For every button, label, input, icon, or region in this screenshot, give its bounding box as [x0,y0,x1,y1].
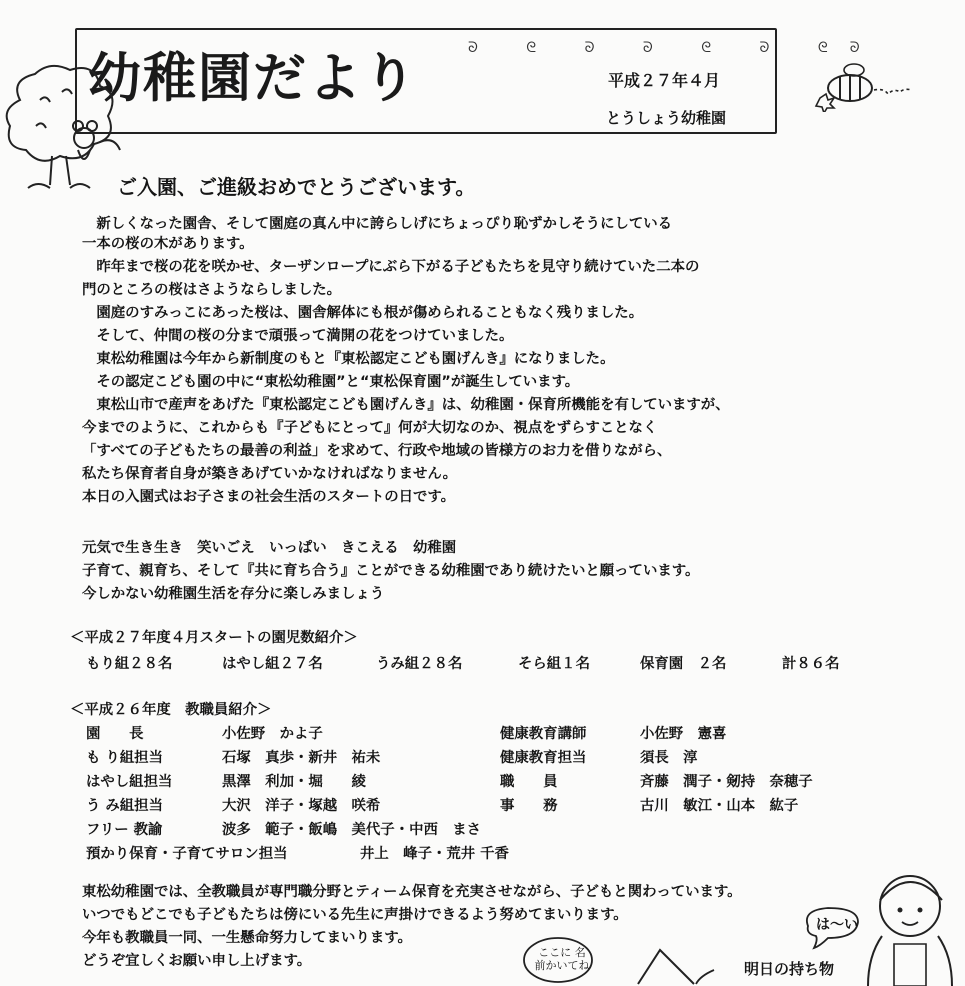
tree-mouse-illustration [0,60,130,195]
newsletter-title: 幼稚園だより [88,48,418,109]
text-line: 今しかない幼稚園生活を存分に楽しみましょう [82,586,385,602]
class-count: はやし組２７名 [222,656,323,672]
staff-names: 大沢 洋子・塚越 咲希 [222,798,381,814]
text-line: 新しくなった園舎、そして園庭の真ん中に誇らしげにちょっぴり恥ずかしそうにしている [82,216,673,232]
text-line: 東松幼稚園は今年から新制度のもと『東松認定こども園げんき』になりました。 [82,351,615,367]
class-count: そら組１名 [518,656,590,672]
text-line: 私たち保育者自身が築きあげていかなければなりません。 [82,466,458,482]
text-line: その認定こども園の中に“東松幼稚園”と“東松保育園”が誕生しています。 [82,374,580,390]
staff-names: 波多 範子・飯嶋 美代子・中西 まさ [222,822,482,838]
motto-paragraph [82,538,699,604]
text-line: 子育て、親育ち、そして『共に育ち合う』ことができる幼稚園であり続けたいと願っています。 [82,563,700,579]
text-line: 今までのように、これからも『子どもにとって』何が大切なのか、視点をずらすことなく [82,420,658,436]
text-line: 今年も教職員一同、一生懸命努力してまいります。 [82,930,412,946]
total-count: 計８６名 [782,656,840,672]
text-line: 園庭のすみっこにあった桜は、園舎解体にも根が傷められることもなく残りました。 [82,305,644,321]
text-line: そして、仲間の桜の分まで頑張って満開の花をつけていました。 [82,328,514,344]
name-note: ここに 名前かいてね [534,946,590,972]
staff-names: 須長 淳 [640,750,698,766]
text-line: 一本の桜の木があります。 [82,236,254,252]
class-count: もり組２８名 [86,656,173,672]
staff-names: 井上 峰子・荒井 千香 [360,846,509,862]
decorative-swirls: ᘐ ᘓ ᘐ ᘐ ᘓ ᘐ ᘓᘐ [468,40,882,56]
school-name: とうしょう幼稚園 [606,109,727,127]
enrollment-heading: ＜平成２７年度４月スタートの園児数紹介＞ [70,630,358,646]
staff-names: 黒澤 利加・堀 綾 [222,774,366,790]
text-line: 「すべての子どもたちの最善の利益」を求めて、行政や地域の皆様方のお力を借りながら、 [82,443,672,459]
text-line: 昨年まで桜の花を咲かせ、ターザンロープにぶら下がる子どもたちを見守り続けていた二本の [82,259,700,275]
bee-illustration [810,62,920,112]
text-line: 門のところの桜はさようならしました。 [82,282,342,298]
text-line: 元気で生き生き 笑いごえ いっぱい きこえる 幼稚園 [82,540,457,556]
text-line: 東松山市で産声をあげた『東松認定こども園げんき』は、幼稚園・保育所機能を有していますが、 [82,397,730,413]
issue-date: 平成２７年４月 [608,71,721,90]
staff-names: 小佐野 憲喜 [640,726,727,742]
staff-names: 古川 敏江・山本 紘子 [640,798,799,814]
class-count: 保育園 ２名 [640,656,727,672]
text-line: 本日の入園式はお子さまの社会生活のスタートの日です。 [82,489,456,505]
text-line: 東松幼稚園では、全教職員が専門職分野とティーム保育を充実させながら、子どもと関わっています。 [82,884,742,900]
class-count: うみ組２８名 [376,656,463,672]
staff-role: 園 長 [86,726,144,742]
staff-role: も り組担当 [86,750,163,766]
staff-role: 職 員 [500,774,558,790]
greeting-heading: ご入園、ご進級おめでとうございます。 [117,175,476,199]
staff-role: 事 務 [500,798,558,814]
staff-heading: ＜平成２６年度 教職員紹介＞ [70,702,272,718]
staff-role: う み組担当 [86,798,163,814]
intro-paragraph [82,214,730,507]
speech-bubble-text: は〜い [816,917,858,933]
text-line: どうぞ宜しくお願い申し上げます。 [82,953,312,969]
tomorrow-items-label: 明日の持ち物 [744,960,835,978]
staff-role: 健康教育担当 [500,750,587,766]
text-line: いつでもどこでも子どもたちは傍にいる先生に声掛けできるよう努めてまいります。 [82,907,628,923]
staff-names: 斉藤 潤子・剱持 奈穂子 [640,774,813,790]
staff-role: フリー 教諭 [86,822,163,838]
staff-names: 石塚 真歩・新井 祐未 [222,750,381,766]
staff-names: 小佐野 かよ子 [222,726,323,742]
staff-role: はやし組担当 [86,774,173,790]
staff-role: 健康教育講師 [500,726,587,742]
staff-role: 預かり保育・子育てサロン担当 [86,846,288,862]
